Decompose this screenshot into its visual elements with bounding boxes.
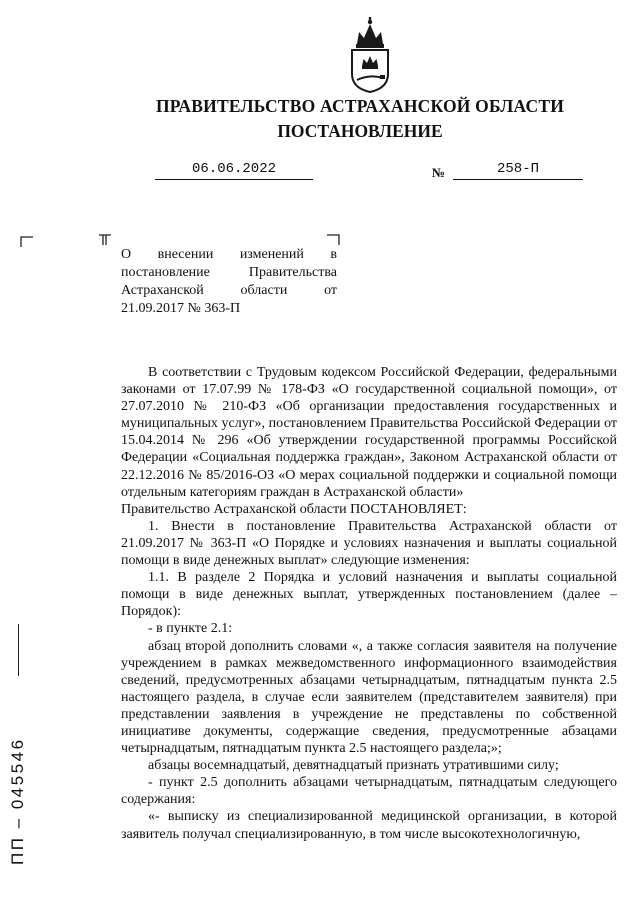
item-1-1-paragraph: 1.1. В разделе 2 Порядка и условий назначения и выплаты социальной помощи в виде денежных выплат, утвержденных постановлением (далее – Порядок):	[121, 570, 617, 620]
point-2-5-paragraph: - пункт 2.5 дополнить абзацами четырнадцатым, пятнадцатым следующего содержания:	[121, 775, 617, 808]
document-body	[121, 364, 617, 843]
number-label: №	[432, 165, 446, 180]
government-title: ПРАВИТЕЛЬСТВО АСТРАХАНСКОЙ ОБЛАСТИ	[155, 96, 565, 116]
item-1-paragraph: 1. Внести в постановление Правительства Астраханской области от 21.09.2017 № 363-П «О Порядке и условиях назначения и выплаты социальной помощи в виде денежных выплат» следующие изменения:	[121, 518, 617, 569]
point-2-1-paragraph: - в пункте 2.1:	[148, 621, 233, 637]
document-date: 06.06.2022	[155, 161, 313, 180]
resolves-paragraph: Правительство Астраханской области ПОСТАНОВЛЯЕТ:	[121, 501, 467, 517]
document-number: 258-П	[453, 161, 583, 180]
left-corner-mark	[20, 236, 34, 248]
document-type: ПОСТАНОВЛЕНИЕ	[277, 121, 443, 141]
abzacy-repeal-paragraph: абзацы восемнадцатый, девятнадцатый признать утратившими силу;	[148, 758, 559, 774]
document-subject: О внесении изменений в постановление Правительства Астраханской области от 21.09.2017 № 363-П	[121, 247, 337, 316]
abzac-two-paragraph: абзац второй дополнить словами «, а также согласия заявителя на получение учреждением в рамках межведомственного информационного взаимодействия сведений, предусмотренных абзацами четырнадцатым, пятнадцатым пункта 2.5 настоящего раздела, в случае если заявителем (представителем заявителя) при представлении заявления в учреждение не представлены по собственной инициативе документы, содержащие сведения, предусмотренные абзацами четырнадцатым, пятнадцатым пункта 2.5 настоящего раздела;»;	[121, 638, 617, 757]
preamble-paragraph: В соответствии с Трудовым кодексом Российской Федерации, федеральными законами от 17.07.99 № 178-ФЗ «О государственной социальной помощи», от 27.07.2010 № 210-ФЗ «Об организации предоставления государственных и муниципальных услуг», постановлением Правительства Российской Федерации от 15.04.2014 № 296 «Об утверждении государственной программы Российской Федерации «Социальная поддержка граждан», Законом Астраханской области от 22.12.2016 № 85/2016-ОЗ «О мерах социальной поддержки и социальной помощи отдельным категориям граждан в Астраханской области»	[121, 365, 617, 500]
subject-close-bracket	[326, 234, 342, 246]
margin-line	[18, 624, 19, 676]
side-stamp-number: ПП – 045546	[8, 737, 27, 865]
quote-start-paragraph: «- выписку из специализированной медицинской организации, в которой заявитель получал специализированную, в том числе высокотехнологичную,	[121, 809, 617, 842]
coat-of-arms-emblem	[335, 14, 405, 94]
subject-open-bracket	[98, 234, 118, 246]
